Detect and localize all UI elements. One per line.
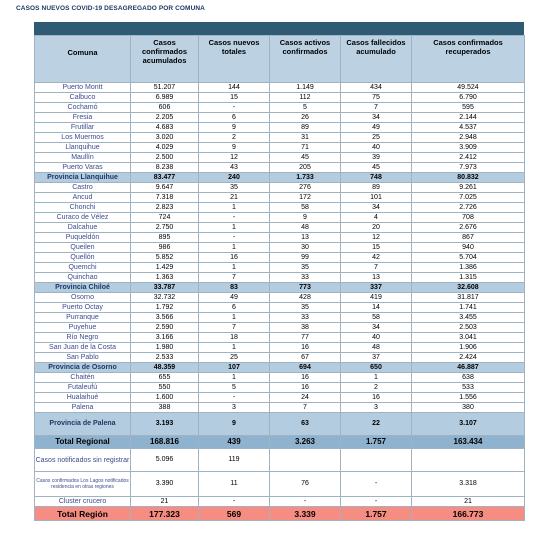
row-value: 32.608 [412, 283, 525, 293]
table-row [35, 253, 525, 263]
row-value: 1 [199, 203, 270, 213]
row-label: Futaleufú [35, 383, 131, 393]
row-value: 42 [341, 253, 412, 263]
row-value: 6.790 [412, 93, 525, 103]
row-value: 1.556 [412, 393, 525, 403]
row-value: 3.455 [412, 313, 525, 323]
row-label: Provincia de Palena [35, 413, 131, 436]
row-value: 15 [341, 243, 412, 253]
table-row [35, 93, 525, 103]
row-value: 16 [199, 253, 270, 263]
table-row [35, 243, 525, 253]
row-value: - [199, 213, 270, 223]
row-value: 7.318 [131, 193, 199, 203]
row-value: 5.096 [131, 449, 199, 472]
row-value: 6 [199, 303, 270, 313]
table-row [35, 263, 525, 273]
row-value: 33 [270, 273, 341, 283]
table-row [35, 223, 525, 233]
row-value: 1.386 [412, 263, 525, 273]
row-label: Total Regional [35, 436, 131, 449]
row-value: 1.792 [131, 303, 199, 313]
row-label: Puerto Varas [35, 163, 131, 173]
row-value: 172 [270, 193, 341, 203]
col-header-nuevos: Casos nuevos totales [199, 36, 270, 83]
table-row [35, 393, 525, 403]
row-value: 439 [199, 436, 270, 449]
row-label: Hualaihué [35, 393, 131, 403]
row-value: 4.029 [131, 143, 199, 153]
col-header-acumulados: Casos confirmados acumulados [131, 36, 199, 83]
table-row [35, 293, 525, 303]
row-value: 21 [412, 497, 525, 507]
row-value: 22 [341, 413, 412, 436]
row-value: 31.817 [412, 293, 525, 303]
row-label: Provincia de Osorno [35, 363, 131, 373]
row-value: 2.676 [412, 223, 525, 233]
row-value: 45 [270, 153, 341, 163]
table-row [35, 343, 525, 353]
row-value: 89 [341, 183, 412, 193]
row-value: 21 [131, 497, 199, 507]
row-value: 43 [199, 163, 270, 173]
row-label: Castro [35, 183, 131, 193]
row-value: 1.363 [131, 273, 199, 283]
table-row [35, 213, 525, 223]
row-value: 4.683 [131, 123, 199, 133]
row-value: 49 [199, 293, 270, 303]
row-value: 9 [270, 213, 341, 223]
row-value: 37 [341, 353, 412, 363]
row-value: 76 [270, 472, 341, 497]
row-value: 1.315 [412, 273, 525, 283]
row-label: Calbuco [35, 93, 131, 103]
row-value: 15 [199, 93, 270, 103]
table-row [35, 143, 525, 153]
row-value: 2.503 [412, 323, 525, 333]
row-label: Curaco de Vélez [35, 213, 131, 223]
row-value: 16 [270, 373, 341, 383]
row-value: 3.107 [412, 413, 525, 436]
row-value: 58 [270, 203, 341, 213]
covid-table [34, 35, 525, 521]
row-label: Queilen [35, 243, 131, 253]
row-label: Cluster crucero [35, 497, 131, 507]
row-value: 2.750 [131, 223, 199, 233]
row-label: Palena [35, 403, 131, 413]
row-value: 67 [270, 353, 341, 363]
row-value: 2.823 [131, 203, 199, 213]
row-value: 724 [131, 213, 199, 223]
header-row [35, 36, 525, 83]
row-label: Purranque [35, 313, 131, 323]
row-value: 89 [270, 123, 341, 133]
row-value: 1.980 [131, 343, 199, 353]
row-label: Osorno [35, 293, 131, 303]
row-value: 32.732 [131, 293, 199, 303]
row-value [270, 449, 341, 472]
province-total-row [35, 413, 525, 436]
table-row [35, 83, 525, 93]
row-value: 14 [341, 303, 412, 313]
row-value: 177.323 [131, 507, 199, 521]
row-value: 16 [270, 383, 341, 393]
row-value: 33 [270, 313, 341, 323]
row-value: 2.412 [412, 153, 525, 163]
row-value: 4.537 [412, 123, 525, 133]
row-value: 40 [341, 143, 412, 153]
row-value: 25 [199, 353, 270, 363]
row-value: 3.566 [131, 313, 199, 323]
row-value: 33.787 [131, 283, 199, 293]
row-value: 26 [270, 113, 341, 123]
row-value: 895 [131, 233, 199, 243]
row-label: Provincia Chiloé [35, 283, 131, 293]
row-label: Llanquihue [35, 143, 131, 153]
table-row [35, 323, 525, 333]
row-label: Ancud [35, 193, 131, 203]
row-value: 7 [270, 403, 341, 413]
col-header-activos: Casos activos confirmados [270, 36, 341, 83]
row-value: 550 [131, 383, 199, 393]
row-label: Fresia [35, 113, 131, 123]
table-row [35, 203, 525, 213]
row-value: 6 [199, 113, 270, 123]
row-value: 21 [199, 193, 270, 203]
row-value: 11 [199, 472, 270, 497]
total-regional-row [35, 436, 525, 449]
row-value: - [341, 497, 412, 507]
row-value: 83.477 [131, 173, 199, 183]
row-value: 40 [341, 333, 412, 343]
row-value: 13 [341, 273, 412, 283]
row-label: Casos confirmados Los Lagos notificados residencia en otras regiones [35, 472, 131, 497]
table-row [35, 133, 525, 143]
row-value: 34 [341, 203, 412, 213]
row-value: 71 [270, 143, 341, 153]
total-region-row [35, 507, 525, 521]
row-value: 35 [270, 303, 341, 313]
row-value: 7 [199, 273, 270, 283]
row-value: 9 [199, 123, 270, 133]
row-value: 107 [199, 363, 270, 373]
col-header-comuna: Comuna [35, 36, 131, 83]
table-row [35, 313, 525, 323]
row-value: 2.948 [412, 133, 525, 143]
row-value: 83 [199, 283, 270, 293]
row-value: - [199, 497, 270, 507]
row-value: 2.205 [131, 113, 199, 123]
table-row [35, 153, 525, 163]
province-total-row [35, 363, 525, 373]
row-value: 2.144 [412, 113, 525, 123]
row-value: 3.041 [412, 333, 525, 343]
row-value: 48 [270, 223, 341, 233]
row-value: 9.647 [131, 183, 199, 193]
row-value: 34 [341, 323, 412, 333]
table-row [35, 273, 525, 283]
row-value: 1.429 [131, 263, 199, 273]
row-label: San Pablo [35, 353, 131, 363]
row-value: 46.887 [412, 363, 525, 373]
row-value: 168.816 [131, 436, 199, 449]
row-value: 380 [412, 403, 525, 413]
row-value: 650 [341, 363, 412, 373]
row-value: 31 [270, 133, 341, 143]
row-value: 80.832 [412, 173, 525, 183]
row-value: 1 [199, 373, 270, 383]
row-value: 240 [199, 173, 270, 183]
row-value: 5 [199, 383, 270, 393]
row-value: 119 [199, 449, 270, 472]
row-label: Total Región [35, 507, 131, 521]
row-label: Los Muermos [35, 133, 131, 143]
row-value: 569 [199, 507, 270, 521]
row-value: - [199, 233, 270, 243]
province-total-row [35, 283, 525, 293]
row-value: - [199, 393, 270, 403]
row-value: 434 [341, 83, 412, 93]
row-label: Puerto Octay [35, 303, 131, 313]
table-row [35, 333, 525, 343]
row-value: 655 [131, 373, 199, 383]
row-value: 1 [341, 373, 412, 383]
row-value: 144 [199, 83, 270, 93]
row-value: 1.757 [341, 507, 412, 521]
row-value: 101 [341, 193, 412, 203]
row-value: 7 [199, 323, 270, 333]
row-value: 112 [270, 93, 341, 103]
table-row [35, 183, 525, 193]
row-value: 99 [270, 253, 341, 263]
row-value: 1 [199, 243, 270, 253]
row-value: 48.359 [131, 363, 199, 373]
row-value: 8.238 [131, 163, 199, 173]
row-label: Frutillar [35, 123, 131, 133]
table-row [35, 193, 525, 203]
table-row [35, 163, 525, 173]
row-value: 58 [341, 313, 412, 323]
row-label: Maullín [35, 153, 131, 163]
row-value: 38 [270, 323, 341, 333]
row-value: 6.989 [131, 93, 199, 103]
row-value: 2 [341, 383, 412, 393]
row-value: 1 [199, 313, 270, 323]
row-value: 7 [341, 103, 412, 113]
row-value: 940 [412, 243, 525, 253]
row-value: 30 [270, 243, 341, 253]
table-row [35, 383, 525, 393]
row-value: 77 [270, 333, 341, 343]
row-label: Quinchao [35, 273, 131, 283]
row-value [341, 449, 412, 472]
page-title: CASOS NUEVOS COVID-19 DESAGREGADO POR COMUNA [16, 5, 205, 12]
row-value: 12 [199, 153, 270, 163]
row-label: Quemchi [35, 263, 131, 273]
notificados-row [35, 449, 525, 472]
row-value: 13 [270, 233, 341, 243]
row-value: 1 [199, 343, 270, 353]
row-value: 3.193 [131, 413, 199, 436]
row-value: 5.852 [131, 253, 199, 263]
row-value: 1.906 [412, 343, 525, 353]
row-label: Chaitén [35, 373, 131, 383]
row-label: Dalcahue [35, 223, 131, 233]
row-label: Quellón [35, 253, 131, 263]
row-value: 16 [341, 393, 412, 403]
row-value: 3 [341, 403, 412, 413]
row-value: 1.149 [270, 83, 341, 93]
row-value: 166.773 [412, 507, 525, 521]
row-value: 51.207 [131, 83, 199, 93]
row-label: Provincia Llanquihue [35, 173, 131, 183]
row-value: 12 [341, 233, 412, 243]
row-value: 5.704 [412, 253, 525, 263]
table-row [35, 353, 525, 363]
row-value: - [341, 472, 412, 497]
row-value: 9 [199, 413, 270, 436]
row-value: 867 [412, 233, 525, 243]
row-label: Casos notificados sin registrar [35, 449, 131, 472]
row-value: 986 [131, 243, 199, 253]
row-value: 49 [341, 123, 412, 133]
row-value: 20 [341, 223, 412, 233]
row-value: 419 [341, 293, 412, 303]
row-value: 708 [412, 213, 525, 223]
row-label: Puyehue [35, 323, 131, 333]
table-row [35, 113, 525, 123]
row-value: 2 [199, 133, 270, 143]
row-value: 3.909 [412, 143, 525, 153]
table-row [35, 403, 525, 413]
row-value: 25 [341, 133, 412, 143]
row-value: 2.424 [412, 353, 525, 363]
row-value: 49.524 [412, 83, 525, 93]
row-value: 388 [131, 403, 199, 413]
table-row [35, 373, 525, 383]
row-value: 595 [412, 103, 525, 113]
row-value: 7.973 [412, 163, 525, 173]
crucero-row [35, 497, 525, 507]
table-row [35, 303, 525, 313]
row-value: 16 [270, 343, 341, 353]
row-value: 1.741 [412, 303, 525, 313]
row-value: 3.263 [270, 436, 341, 449]
row-label: Río Negro [35, 333, 131, 343]
row-value: 35 [199, 183, 270, 193]
row-value: 428 [270, 293, 341, 303]
row-value: 7.025 [412, 193, 525, 203]
row-value: 24 [270, 393, 341, 403]
row-value: 9 [199, 143, 270, 153]
header-bar [34, 22, 524, 35]
row-value: 2.590 [131, 323, 199, 333]
row-value: 3.020 [131, 133, 199, 143]
row-value: 3.390 [131, 472, 199, 497]
row-value: 2.726 [412, 203, 525, 213]
row-value: - [270, 497, 341, 507]
row-value: 4 [341, 213, 412, 223]
province-total-row [35, 173, 525, 183]
lagos-row [35, 472, 525, 497]
row-value: 1.600 [131, 393, 199, 403]
row-value: 1.757 [341, 436, 412, 449]
row-value: 337 [341, 283, 412, 293]
row-value: 533 [412, 383, 525, 393]
row-value: 3.166 [131, 333, 199, 343]
row-label: San Juan de la Costa [35, 343, 131, 353]
row-value: 276 [270, 183, 341, 193]
col-header-fallecidos: Casos fallecidos acumulado [341, 36, 412, 83]
table-row [35, 233, 525, 243]
row-value: 39 [341, 153, 412, 163]
row-value: 18 [199, 333, 270, 343]
row-value: 1 [199, 263, 270, 273]
row-value: 3.339 [270, 507, 341, 521]
row-value: 3 [199, 403, 270, 413]
row-value: 48 [341, 343, 412, 353]
row-value: 2.500 [131, 153, 199, 163]
row-value: 163.434 [412, 436, 525, 449]
row-value: 205 [270, 163, 341, 173]
row-value: 7 [341, 263, 412, 273]
row-value: 638 [412, 373, 525, 383]
row-value: 1.733 [270, 173, 341, 183]
row-label: Cochamó [35, 103, 131, 113]
row-value: 1 [199, 223, 270, 233]
row-value: 748 [341, 173, 412, 183]
row-value: 45 [341, 163, 412, 173]
row-value: 63 [270, 413, 341, 436]
row-value [412, 449, 525, 472]
row-label: Puerto Montt [35, 83, 131, 93]
row-value: 694 [270, 363, 341, 373]
row-value: 2.533 [131, 353, 199, 363]
row-value: 3.318 [412, 472, 525, 497]
row-value: 9.261 [412, 183, 525, 193]
row-label: Chonchi [35, 203, 131, 213]
row-value: - [199, 103, 270, 113]
row-value: 5 [270, 103, 341, 113]
row-value: 34 [341, 113, 412, 123]
col-header-recuperados: Casos confirmados recuperados [412, 36, 525, 83]
row-label: Puqueldón [35, 233, 131, 243]
table-body [35, 83, 525, 521]
table-row [35, 123, 525, 133]
table-row [35, 103, 525, 113]
row-value: 606 [131, 103, 199, 113]
row-value: 35 [270, 263, 341, 273]
row-value: 75 [341, 93, 412, 103]
row-value: 773 [270, 283, 341, 293]
